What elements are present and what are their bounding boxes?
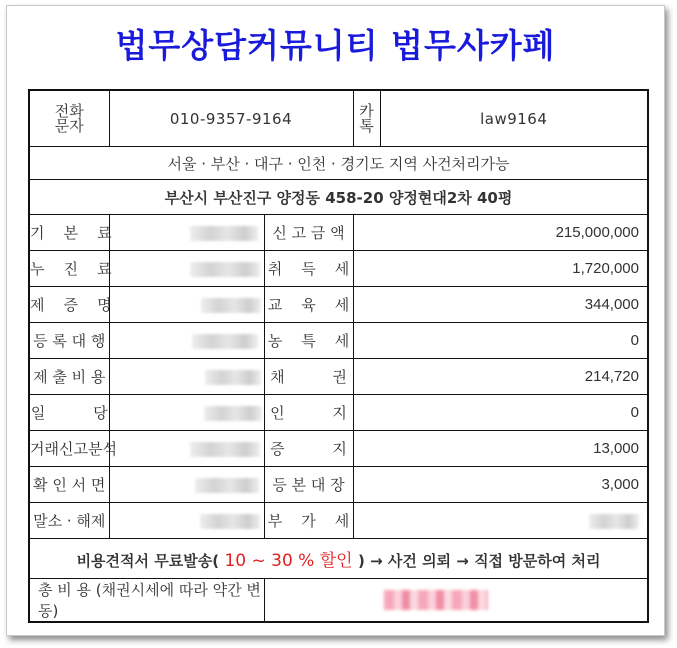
left-fee-label: 제 출 비 용 bbox=[29, 359, 109, 395]
phone-label: 전화 문자 bbox=[29, 90, 109, 147]
right-fee-label: 인 지 bbox=[264, 395, 353, 431]
left-fee-value bbox=[109, 503, 264, 539]
left-fee-value bbox=[109, 431, 264, 467]
left-fee-value bbox=[109, 395, 264, 431]
left-fee-label: 일 당 bbox=[29, 395, 109, 431]
promo-text: 비용견적서 무료발송( 10 ~ 30 % 할인 ) → 사건 의뢰 → 직접 방문하여 처리 bbox=[29, 539, 648, 579]
left-fee-value bbox=[109, 287, 264, 323]
right-fee-label: 농 특 세 bbox=[264, 323, 353, 359]
kakao-id[interactable]: law9164 bbox=[480, 109, 548, 128]
left-fee-value bbox=[109, 323, 264, 359]
left-fee-label: 누 진 료 bbox=[29, 251, 109, 287]
region-row bbox=[29, 147, 648, 180]
fee-row bbox=[29, 467, 648, 503]
fee-row bbox=[29, 215, 648, 251]
right-fee-value bbox=[353, 503, 648, 539]
fee-row bbox=[29, 359, 648, 395]
total-row bbox=[29, 579, 648, 623]
right-fee-value: 215,000,000 bbox=[353, 215, 648, 251]
right-fee-value: 0 bbox=[353, 395, 648, 431]
total-label: 총 비 용 (채권시세에 따라 약간 변동) bbox=[29, 579, 264, 623]
right-fee-value: 344,000 bbox=[353, 287, 648, 323]
right-fee-label: 채 권 bbox=[264, 359, 353, 395]
kakao-label: 카 톡 bbox=[354, 91, 381, 146]
left-fee-value bbox=[109, 467, 264, 503]
fee-row bbox=[29, 323, 648, 359]
fee-row bbox=[29, 431, 648, 467]
phone-number[interactable]: 010-9357-9164 bbox=[109, 90, 353, 147]
fee-row bbox=[29, 395, 648, 431]
right-fee-label: 증 지 bbox=[264, 431, 353, 467]
price-card bbox=[6, 5, 665, 636]
right-fee-value: 0 bbox=[353, 323, 648, 359]
total-value bbox=[264, 579, 648, 623]
left-fee-label: 등 록 대 행 bbox=[29, 323, 109, 359]
right-fee-value: 13,000 bbox=[353, 431, 648, 467]
left-fee-value bbox=[109, 251, 264, 287]
contact-row bbox=[29, 90, 648, 147]
left-fee-label: 거래신고분석 bbox=[29, 431, 109, 467]
left-fee-value bbox=[109, 359, 264, 395]
left-fee-label: 말소 · 해제 bbox=[29, 503, 109, 539]
page-title: 법무상담커뮤니티 법무사카페 bbox=[115, 26, 556, 65]
left-fee-value bbox=[109, 215, 264, 251]
left-fee-label: 제 증 명 bbox=[29, 287, 109, 323]
fee-row bbox=[29, 287, 648, 323]
left-fee-label: 확 인 서 면 bbox=[29, 467, 109, 503]
right-fee-value: 3,000 bbox=[353, 467, 648, 503]
region-text: 서울 · 부산 · 대구 · 인천 · 경기도 지역 사건처리가능 bbox=[29, 147, 648, 180]
right-fee-label: 교 육 세 bbox=[264, 287, 353, 323]
right-fee-label: 신 고 금 액 bbox=[264, 215, 353, 251]
right-fee-value: 1,720,000 bbox=[353, 251, 648, 287]
right-fee-label: 부 가 세 bbox=[264, 503, 353, 539]
fee-table bbox=[28, 89, 649, 623]
address-text: 부산시 부산진구 양정동 458-20 양정현대2차 40평 bbox=[29, 180, 648, 215]
fee-row bbox=[29, 503, 648, 539]
discount-text: 10 ~ 30 % 할인 bbox=[219, 551, 358, 571]
right-fee-value: 214,720 bbox=[353, 359, 648, 395]
address-row bbox=[29, 180, 648, 215]
left-fee-label: 기 본 료 bbox=[29, 215, 109, 251]
fee-row bbox=[29, 251, 648, 287]
promo-row bbox=[29, 539, 648, 579]
right-fee-label: 취 득 세 bbox=[264, 251, 353, 287]
right-fee-label: 등 본 대 장 bbox=[264, 467, 353, 503]
